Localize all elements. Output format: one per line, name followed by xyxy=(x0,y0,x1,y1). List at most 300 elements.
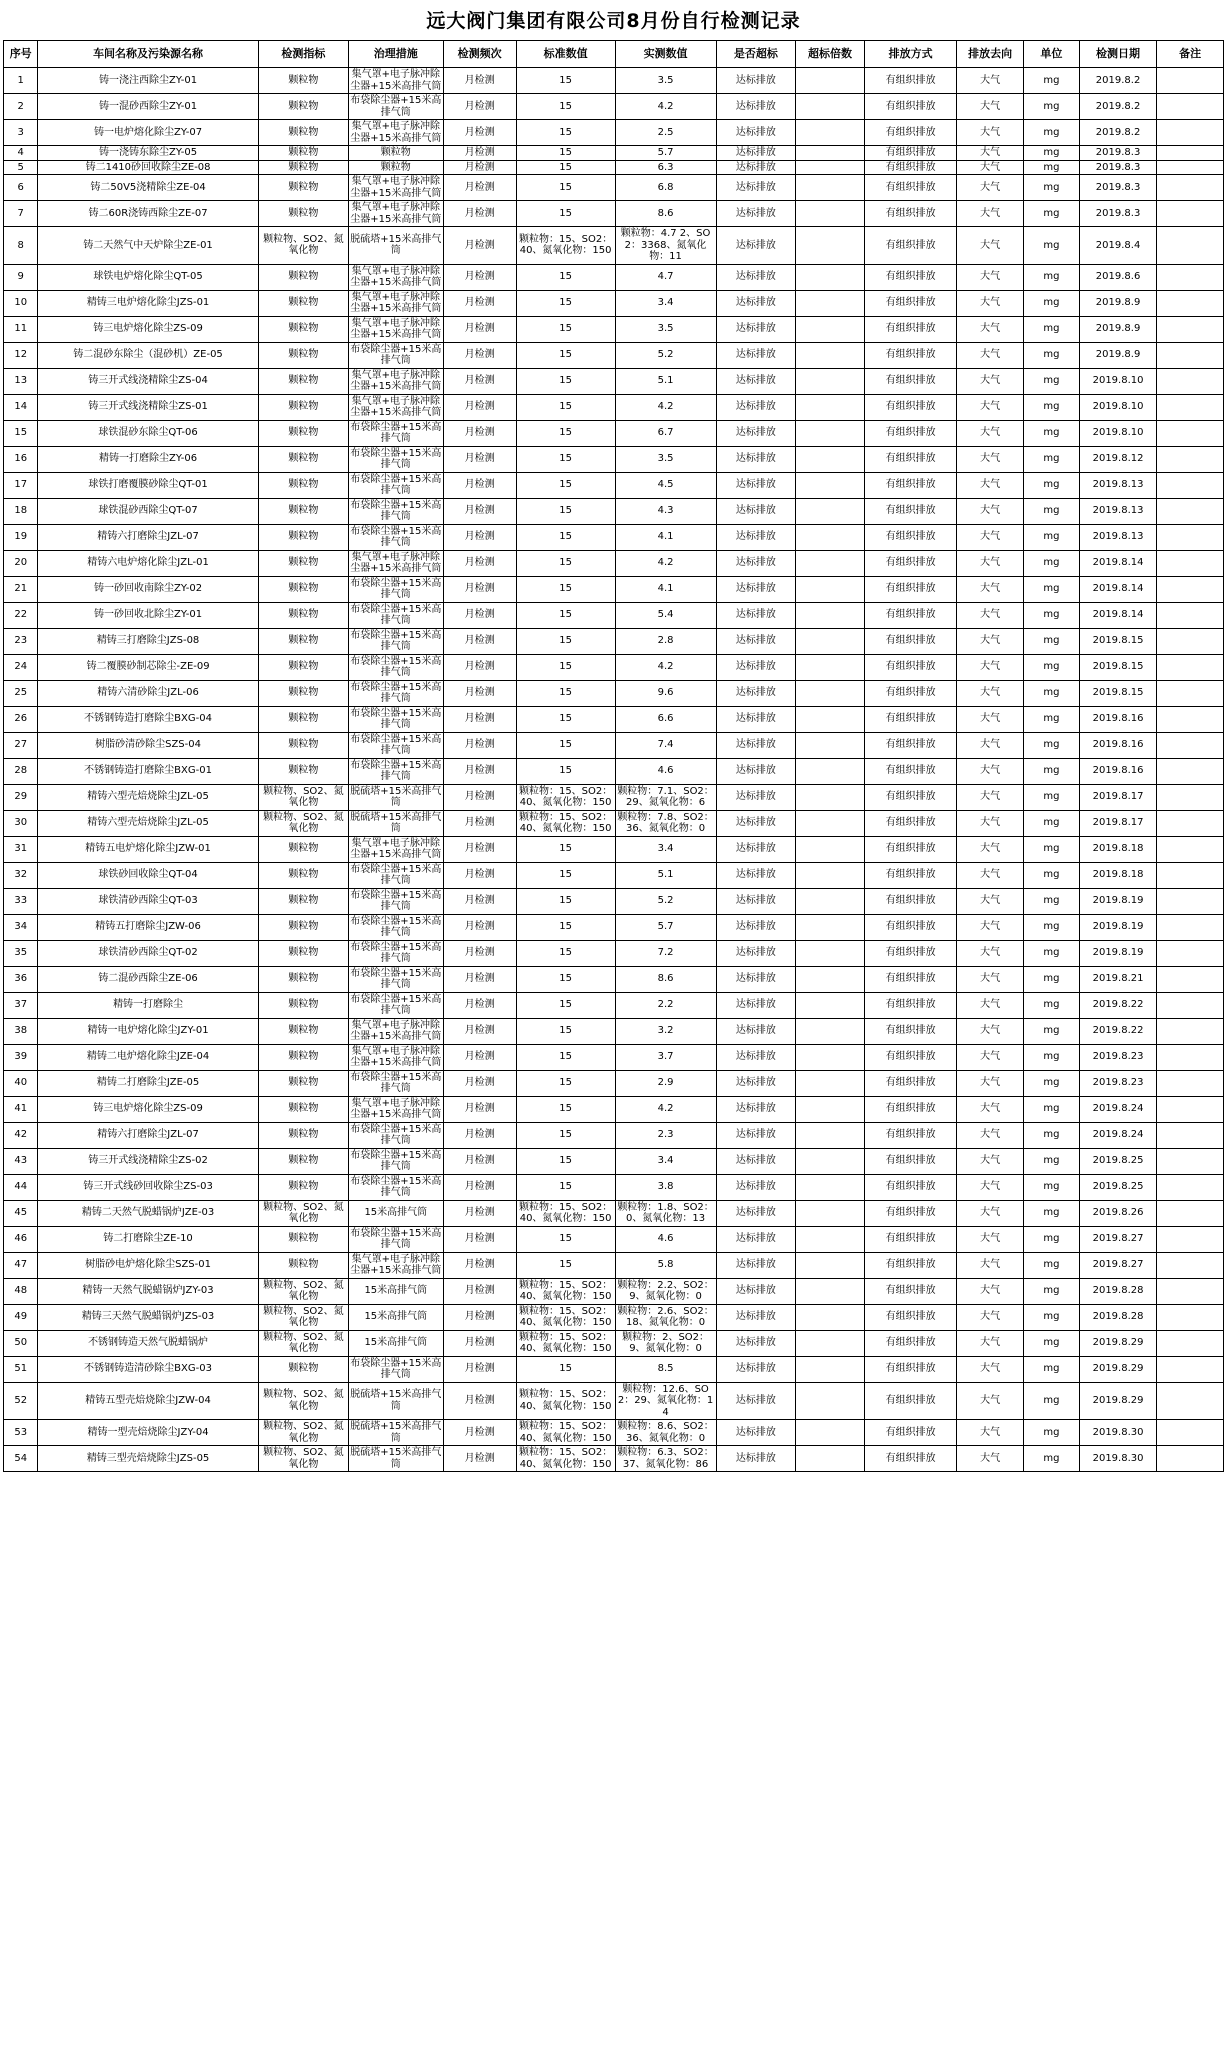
cell-8 xyxy=(796,160,865,175)
cell-11: mg xyxy=(1023,472,1079,498)
cell-11: mg xyxy=(1023,394,1079,420)
cell-1: 球铁混砂东除尘QT-06 xyxy=(38,420,258,446)
cell-3: 布袋除尘器+15米高排气筒 xyxy=(350,1123,442,1146)
cell-7: 达标排放 xyxy=(716,992,796,1018)
cell-0: 36 xyxy=(4,966,38,992)
table-row xyxy=(4,68,1224,94)
cell-10: 大气 xyxy=(957,1148,1024,1174)
cell-7: 达标排放 xyxy=(716,628,796,654)
cell-1: 精铸三打磨除尘JZS-08 xyxy=(38,628,258,654)
cell-5: 15 xyxy=(516,175,615,201)
cell-7: 达标排放 xyxy=(716,68,796,94)
cell-2: 颗粒物 xyxy=(258,160,348,175)
cell-13 xyxy=(1157,498,1224,524)
cell-12: 2019.8.24 xyxy=(1079,1122,1156,1148)
cell-11: mg xyxy=(1023,940,1079,966)
cell-10: 大气 xyxy=(957,472,1024,498)
table-row xyxy=(4,680,1224,706)
cell-3: 集气罩+电子脉冲除尘器+15米高排气筒 xyxy=(350,837,442,860)
cell-7: 达标排放 xyxy=(716,784,796,810)
cell-9: 有组织排放 xyxy=(864,146,956,161)
cell-11: mg xyxy=(1023,888,1079,914)
cell-11: mg xyxy=(1023,498,1079,524)
cell-3: 布袋除尘器+15米高排气筒 xyxy=(350,603,442,626)
cell-3: 布袋除尘器+15米高排气筒 xyxy=(350,733,442,756)
cell-7: 达标排放 xyxy=(716,368,796,394)
cell-1: 精铸一天然气脱蜡锅炉JZY-03 xyxy=(38,1278,258,1304)
table-row xyxy=(4,472,1224,498)
cell-7: 达标排放 xyxy=(716,420,796,446)
cell-2: 颗粒物 xyxy=(258,1148,348,1174)
cell-8 xyxy=(796,120,865,146)
cell-1: 铸一砂回收北除尘ZY-01 xyxy=(38,602,258,628)
cell-12: 2019.8.30 xyxy=(1079,1446,1156,1472)
cell-10: 大气 xyxy=(957,290,1024,316)
cell-2: 颗粒物 xyxy=(258,264,348,290)
cell-10: 大气 xyxy=(957,498,1024,524)
cell-7: 达标排放 xyxy=(716,758,796,784)
cell-5: 15 xyxy=(516,1226,615,1252)
cell-13 xyxy=(1157,732,1224,758)
cell-7: 达标排放 xyxy=(716,524,796,550)
cell-10: 大气 xyxy=(957,68,1024,94)
cell-13 xyxy=(1157,146,1224,161)
cell-1: 精铸一打磨除尘ZY-06 xyxy=(38,446,258,472)
cell-13 xyxy=(1157,446,1224,472)
cell-7: 达标排放 xyxy=(716,498,796,524)
cell-0: 5 xyxy=(4,160,38,175)
cell-5: 15 xyxy=(516,628,615,654)
cell-11: mg xyxy=(1023,342,1079,368)
cell-2: 颗粒物、SO2、氮氧化物 xyxy=(258,1330,348,1356)
table-row xyxy=(4,914,1224,940)
cell-12: 2019.8.23 xyxy=(1079,1044,1156,1070)
cell-1: 铸一浇注西除尘ZY-01 xyxy=(38,68,258,94)
cell-5: 15 xyxy=(516,1018,615,1044)
cell-6: 4.1 xyxy=(615,576,716,602)
cell-6: 3.7 xyxy=(615,1044,716,1070)
cell-6: 5.2 xyxy=(615,888,716,914)
cell-5: 15 xyxy=(516,1174,615,1200)
cell-3: 集气罩+电子脉冲除尘器+15米高排气筒 xyxy=(350,1019,442,1042)
cell-2: 颗粒物、SO2、氮氧化物 xyxy=(258,1278,348,1304)
cell-6: 3.8 xyxy=(615,1174,716,1200)
cell-13 xyxy=(1157,1148,1224,1174)
cell-2: 颗粒物 xyxy=(258,342,348,368)
cell-3: 布袋除尘器+15米高排气筒 xyxy=(350,1149,442,1172)
cell-9: 有组织排放 xyxy=(864,1200,956,1226)
cell-9: 有组织排放 xyxy=(864,1070,956,1096)
cell-10: 大气 xyxy=(957,1446,1024,1472)
cell-5: 15 xyxy=(516,862,615,888)
cell-9: 有组织排放 xyxy=(864,1148,956,1174)
cell-12: 2019.8.19 xyxy=(1079,888,1156,914)
cell-5: 15 xyxy=(516,264,615,290)
cell-5: 颗粒物：15、SO2：40、氮氧化物：150 xyxy=(516,810,615,836)
cell-9: 有组织排放 xyxy=(864,472,956,498)
cell-2: 颗粒物 xyxy=(258,1070,348,1096)
cell-0: 40 xyxy=(4,1070,38,1096)
cell-8 xyxy=(796,316,865,342)
cell-8 xyxy=(796,498,865,524)
table-body xyxy=(4,68,1224,1472)
cell-11: mg xyxy=(1023,227,1079,265)
cell-13 xyxy=(1157,68,1224,94)
cell-5: 15 xyxy=(516,1252,615,1278)
cell-5: 15 xyxy=(516,472,615,498)
cell-2: 颗粒物 xyxy=(258,992,348,1018)
cell-2: 颗粒物 xyxy=(258,316,348,342)
cell-12: 2019.8.10 xyxy=(1079,394,1156,420)
cell-5: 15 xyxy=(516,524,615,550)
table-row xyxy=(4,1070,1224,1096)
cell-11: mg xyxy=(1023,862,1079,888)
cell-2: 颗粒物 xyxy=(258,1122,348,1148)
cell-13 xyxy=(1157,1304,1224,1330)
cell-4: 月检测 xyxy=(443,1096,516,1122)
cell-9: 有组织排放 xyxy=(864,654,956,680)
cell-2: 颗粒物 xyxy=(258,888,348,914)
cell-1: 球铁电炉熔化除尘QT-05 xyxy=(38,264,258,290)
cell-12: 2019.8.13 xyxy=(1079,498,1156,524)
cell-6: 颗粒物：7.8、SO2：36、氮氧化物：0 xyxy=(615,810,716,836)
cell-6: 5.1 xyxy=(615,862,716,888)
cell-5: 15 xyxy=(516,120,615,146)
cell-0: 54 xyxy=(4,1446,38,1472)
cell-7: 达标排放 xyxy=(716,175,796,201)
table-row xyxy=(4,1446,1224,1472)
cell-6: 颗粒物：4.7 2、SO2：3368、氮氧化物：11 xyxy=(615,227,716,265)
cell-3: 脱硫塔+15米高排气筒 xyxy=(349,1382,444,1420)
cell-5: 15 xyxy=(516,1356,615,1382)
cell-9: 有组织排放 xyxy=(864,706,956,732)
cell-0: 21 xyxy=(4,576,38,602)
cell-11: mg xyxy=(1023,1018,1079,1044)
cell-7: 达标排放 xyxy=(716,1018,796,1044)
cell-7: 达标排放 xyxy=(716,888,796,914)
cell-3: 15米高排气筒 xyxy=(349,1330,444,1356)
cell-13 xyxy=(1157,1070,1224,1096)
cell-9: 有组织排放 xyxy=(864,201,956,227)
cell-10: 大气 xyxy=(957,732,1024,758)
table-row xyxy=(4,120,1224,146)
cell-2: 颗粒物 xyxy=(258,1096,348,1122)
cell-7: 达标排放 xyxy=(716,1044,796,1070)
cell-13 xyxy=(1157,706,1224,732)
cell-4: 月检测 xyxy=(443,1252,516,1278)
inspection-record-table xyxy=(3,40,1224,1472)
cell-5: 颗粒物：15、SO2：40、氮氧化物：150 xyxy=(516,1304,615,1330)
cell-12: 2019.8.18 xyxy=(1079,836,1156,862)
table-row xyxy=(4,264,1224,290)
cell-1: 铸三电炉熔化除尘ZS-09 xyxy=(38,316,258,342)
cell-0: 26 xyxy=(4,706,38,732)
cell-2: 颗粒物 xyxy=(258,654,348,680)
table-row xyxy=(4,1200,1224,1226)
cell-0: 10 xyxy=(4,290,38,316)
cell-8 xyxy=(796,1122,865,1148)
cell-11: mg xyxy=(1023,368,1079,394)
cell-13 xyxy=(1157,810,1224,836)
cell-10: 大气 xyxy=(957,1252,1024,1278)
table-row xyxy=(4,290,1224,316)
cell-12: 2019.8.18 xyxy=(1079,862,1156,888)
cell-9: 有组织排放 xyxy=(864,394,956,420)
cell-1: 铸一混砂西除尘ZY-01 xyxy=(38,94,258,120)
cell-13 xyxy=(1157,966,1224,992)
cell-1: 树脂砂清砂除尘SZS-04 xyxy=(38,732,258,758)
cell-11: mg xyxy=(1023,628,1079,654)
cell-13 xyxy=(1157,1200,1224,1226)
cell-3: 布袋除尘器+15米高排气筒 xyxy=(350,707,442,730)
cell-7: 达标排放 xyxy=(716,394,796,420)
cell-0: 18 xyxy=(4,498,38,524)
cell-5: 15 xyxy=(516,706,615,732)
cell-6: 颗粒物：12.6、SO2：29、氮氧化物：14 xyxy=(615,1382,716,1420)
cell-2: 颗粒物、SO2、氮氧化物 xyxy=(258,1382,348,1420)
cell-5: 15 xyxy=(516,290,615,316)
cell-8 xyxy=(796,1226,865,1252)
cell-0: 22 xyxy=(4,602,38,628)
cell-1: 球铁清砂西除尘QT-02 xyxy=(38,940,258,966)
cell-8 xyxy=(796,888,865,914)
table-row xyxy=(4,784,1224,810)
cell-11: mg xyxy=(1023,146,1079,161)
cell-13 xyxy=(1157,472,1224,498)
cell-13 xyxy=(1157,1330,1224,1356)
cell-1: 精铸六打磨除尘JZL-07 xyxy=(38,1122,258,1148)
cell-9: 有组织排放 xyxy=(864,550,956,576)
cell-12: 2019.8.13 xyxy=(1079,524,1156,550)
cell-8 xyxy=(796,966,865,992)
cell-10: 大气 xyxy=(957,940,1024,966)
cell-11: mg xyxy=(1023,68,1079,94)
cell-13 xyxy=(1157,680,1224,706)
cell-3: 集气罩+电子脉冲除尘器+15米高排气筒 xyxy=(350,395,442,418)
cell-0: 44 xyxy=(4,1174,38,1200)
cell-7: 达标排放 xyxy=(716,446,796,472)
cell-6: 5.7 xyxy=(615,914,716,940)
cell-6: 4.7 xyxy=(615,264,716,290)
cell-8 xyxy=(796,394,865,420)
cell-11: mg xyxy=(1023,1356,1079,1382)
cell-1: 精铸六电炉熔化除尘JZL-01 xyxy=(38,550,258,576)
cell-9: 有组织排放 xyxy=(864,316,956,342)
cell-0: 15 xyxy=(4,420,38,446)
cell-4: 月检测 xyxy=(443,550,516,576)
cell-6: 2.5 xyxy=(615,120,716,146)
cell-11: mg xyxy=(1023,264,1079,290)
cell-7: 达标排放 xyxy=(716,146,796,161)
cell-8 xyxy=(796,94,865,120)
table-row xyxy=(4,368,1224,394)
cell-8 xyxy=(796,1382,865,1420)
cell-7: 达标排放 xyxy=(716,1446,796,1472)
cell-8 xyxy=(796,146,865,161)
cell-13 xyxy=(1157,1382,1224,1420)
cell-5: 15 xyxy=(516,992,615,1018)
cell-7: 达标排放 xyxy=(716,1252,796,1278)
cell-13 xyxy=(1157,316,1224,342)
cell-8 xyxy=(796,940,865,966)
cell-12: 2019.8.13 xyxy=(1079,472,1156,498)
cell-5: 15 xyxy=(516,732,615,758)
cell-4: 月检测 xyxy=(443,576,516,602)
cell-11: mg xyxy=(1023,966,1079,992)
cell-5: 颗粒物：15、SO2：40、氮氧化物：150 xyxy=(516,1446,615,1472)
cell-10: 大气 xyxy=(957,120,1024,146)
cell-7: 达标排放 xyxy=(716,1278,796,1304)
cell-12: 2019.8.22 xyxy=(1079,1018,1156,1044)
cell-8 xyxy=(796,175,865,201)
cell-0: 31 xyxy=(4,836,38,862)
cell-2: 颗粒物 xyxy=(258,602,348,628)
cell-2: 颗粒物、SO2、氮氧化物 xyxy=(258,1420,348,1446)
cell-6: 2.9 xyxy=(615,1070,716,1096)
cell-7: 达标排放 xyxy=(716,576,796,602)
cell-7: 达标排放 xyxy=(716,227,796,265)
cell-9: 有组织排放 xyxy=(864,862,956,888)
cell-11: mg xyxy=(1023,290,1079,316)
cell-11: mg xyxy=(1023,1096,1079,1122)
cell-3: 布袋除尘器+15米高排气筒 xyxy=(350,915,442,938)
cell-13 xyxy=(1157,1420,1224,1446)
cell-10: 大气 xyxy=(957,316,1024,342)
table-row xyxy=(4,1304,1224,1330)
cell-12: 2019.8.3 xyxy=(1079,146,1156,161)
cell-4: 月检测 xyxy=(443,524,516,550)
cell-13 xyxy=(1157,524,1224,550)
cell-1: 精铸六型壳焙烧除尘JZL-05 xyxy=(38,810,258,836)
cell-0: 6 xyxy=(4,175,38,201)
cell-1: 树脂砂电炉熔化除尘SZS-01 xyxy=(38,1252,258,1278)
cell-13 xyxy=(1157,888,1224,914)
cell-13 xyxy=(1157,1252,1224,1278)
cell-2: 颗粒物、SO2、氮氧化物 xyxy=(258,227,348,265)
cell-4: 月检测 xyxy=(443,810,516,836)
cell-1: 精铸二电炉熔化除尘JZE-04 xyxy=(38,1044,258,1070)
cell-7: 达标排放 xyxy=(716,160,796,175)
cell-8 xyxy=(796,1174,865,1200)
cell-4: 月检测 xyxy=(443,1044,516,1070)
table-row xyxy=(4,992,1224,1018)
column-header: 排放方式 xyxy=(864,41,956,68)
cell-10: 大气 xyxy=(957,888,1024,914)
cell-0: 4 xyxy=(4,146,38,161)
cell-1: 铸一砂回收南除尘ZY-02 xyxy=(38,576,258,602)
cell-6: 4.6 xyxy=(615,1226,716,1252)
cell-12: 2019.8.29 xyxy=(1079,1356,1156,1382)
cell-0: 9 xyxy=(4,264,38,290)
cell-7: 达标排放 xyxy=(716,472,796,498)
cell-3: 布袋除尘器+15米高排气筒 xyxy=(350,759,442,782)
cell-11: mg xyxy=(1023,1070,1079,1096)
cell-0: 45 xyxy=(4,1200,38,1226)
cell-3: 15米高排气筒 xyxy=(349,1278,444,1304)
cell-6: 6.6 xyxy=(615,706,716,732)
cell-7: 达标排放 xyxy=(716,940,796,966)
cell-9: 有组织排放 xyxy=(864,1278,956,1304)
cell-8 xyxy=(796,1070,865,1096)
cell-6: 颗粒物：7.1、SO2：29、氮氧化物：6 xyxy=(615,784,716,810)
cell-1: 不锈钢铸造打磨除尘BXG-01 xyxy=(38,758,258,784)
cell-13 xyxy=(1157,1356,1224,1382)
cell-2: 颗粒物 xyxy=(258,758,348,784)
cell-4: 月检测 xyxy=(443,68,516,94)
cell-8 xyxy=(796,342,865,368)
cell-8 xyxy=(796,602,865,628)
cell-3: 脱硫塔+15米高排气筒 xyxy=(349,227,444,265)
cell-12: 2019.8.12 xyxy=(1079,446,1156,472)
cell-12: 2019.8.3 xyxy=(1079,201,1156,227)
cell-10: 大气 xyxy=(957,602,1024,628)
cell-7: 达标排放 xyxy=(716,966,796,992)
cell-8 xyxy=(796,264,865,290)
cell-10: 大气 xyxy=(957,1096,1024,1122)
cell-4: 月检测 xyxy=(443,227,516,265)
cell-1: 精铸三型壳焙烧除尘JZS-05 xyxy=(38,1446,258,1472)
cell-9: 有组织排放 xyxy=(864,992,956,1018)
cell-1: 精铸二打磨除尘JZE-05 xyxy=(38,1070,258,1096)
cell-4: 月检测 xyxy=(443,654,516,680)
column-header: 检测日期 xyxy=(1079,41,1156,68)
cell-10: 大气 xyxy=(957,1070,1024,1096)
cell-2: 颗粒物 xyxy=(258,680,348,706)
cell-13 xyxy=(1157,1096,1224,1122)
cell-10: 大气 xyxy=(957,654,1024,680)
cell-9: 有组织排放 xyxy=(864,888,956,914)
cell-4: 月检测 xyxy=(443,420,516,446)
cell-10: 大气 xyxy=(957,1420,1024,1446)
cell-9: 有组织排放 xyxy=(864,1382,956,1420)
cell-1: 精铸五电炉熔化除尘JZW-01 xyxy=(38,836,258,862)
cell-10: 大气 xyxy=(957,1278,1024,1304)
cell-5: 15 xyxy=(516,342,615,368)
table-row xyxy=(4,146,1224,161)
cell-13 xyxy=(1157,914,1224,940)
cell-0: 28 xyxy=(4,758,38,784)
cell-10: 大气 xyxy=(957,576,1024,602)
cell-10: 大气 xyxy=(957,914,1024,940)
cell-12: 2019.8.2 xyxy=(1079,94,1156,120)
cell-10: 大气 xyxy=(957,836,1024,862)
cell-3: 颗粒物 xyxy=(349,146,444,161)
cell-10: 大气 xyxy=(957,227,1024,265)
cell-8 xyxy=(796,227,865,265)
cell-5: 15 xyxy=(516,94,615,120)
cell-7: 达标排放 xyxy=(716,1420,796,1446)
cell-4: 月检测 xyxy=(443,888,516,914)
cell-10: 大气 xyxy=(957,1356,1024,1382)
cell-6: 4.2 xyxy=(615,550,716,576)
cell-6: 3.5 xyxy=(615,68,716,94)
cell-3: 布袋除尘器+15米高排气筒 xyxy=(350,577,442,600)
cell-3: 布袋除尘器+15米高排气筒 xyxy=(350,681,442,704)
cell-4: 月检测 xyxy=(443,160,516,175)
cell-10: 大气 xyxy=(957,992,1024,1018)
cell-7: 达标排放 xyxy=(716,1096,796,1122)
cell-1: 铸二打磨除尘ZE-10 xyxy=(38,1226,258,1252)
table-row xyxy=(4,888,1224,914)
cell-11: mg xyxy=(1023,1446,1079,1472)
cell-12: 2019.8.16 xyxy=(1079,732,1156,758)
cell-9: 有组织排放 xyxy=(864,227,956,265)
cell-0: 1 xyxy=(4,68,38,94)
cell-5: 15 xyxy=(516,1122,615,1148)
cell-6: 8.5 xyxy=(615,1356,716,1382)
cell-13 xyxy=(1157,1446,1224,1472)
table-row xyxy=(4,201,1224,227)
